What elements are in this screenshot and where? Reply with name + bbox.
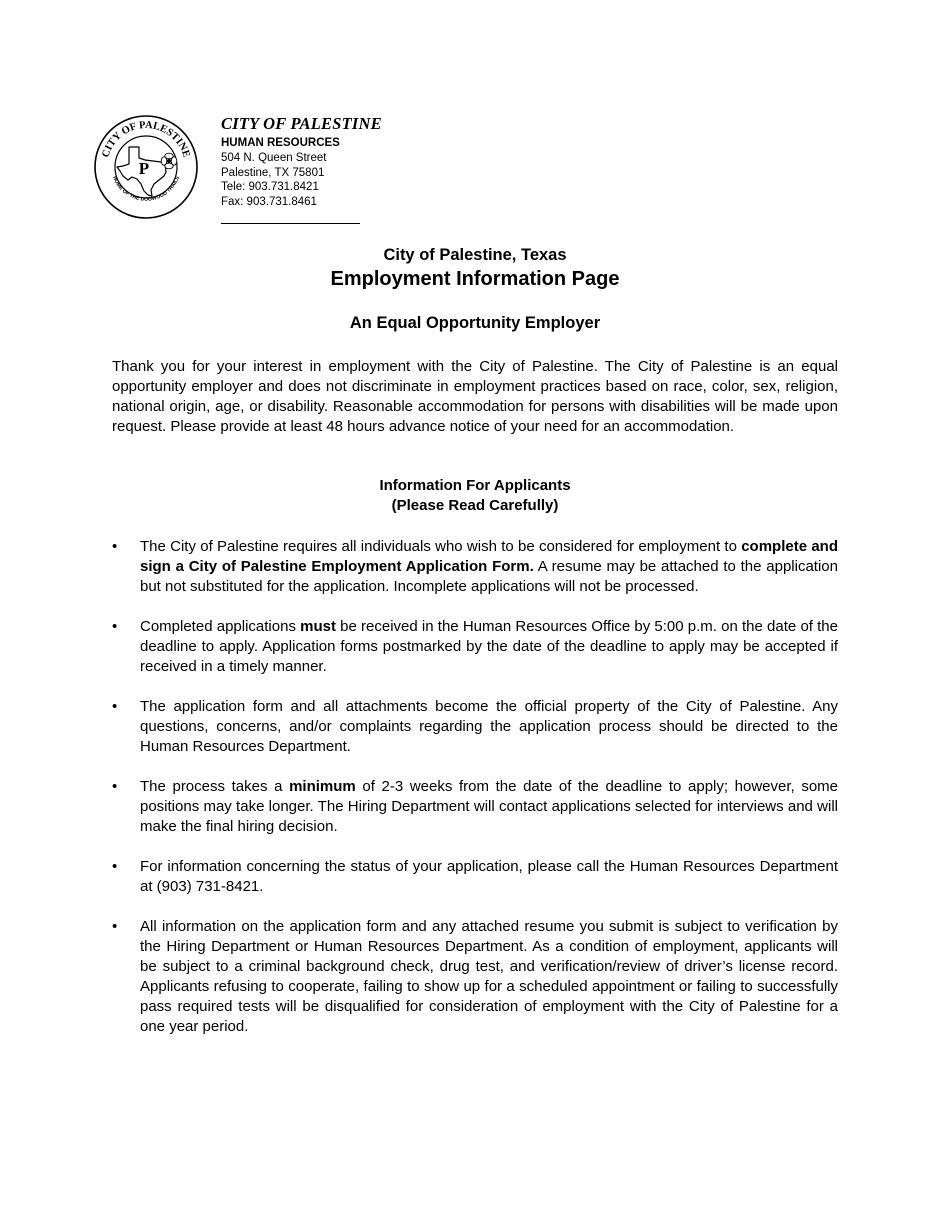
applicant-info-list xyxy=(112,537,838,1057)
list-item-text xyxy=(140,917,838,1037)
svg-text:CITY OF PALESTINE xyxy=(100,120,191,159)
list-item xyxy=(112,697,838,757)
bold-segment: minimum xyxy=(289,778,356,795)
street-address: 504 N. Queen Street xyxy=(221,152,327,164)
fax-number: Fax: 903.731.8461 xyxy=(221,195,317,208)
page-subtitle: An Equal Opportunity Employer xyxy=(349,314,601,332)
list-item-text xyxy=(140,777,838,837)
title-block xyxy=(0,244,950,334)
text-segment: The process takes a xyxy=(140,778,290,795)
list-item xyxy=(112,917,838,1037)
city-title: City of Palestine, Texas xyxy=(383,246,567,264)
seal-bottom-text: HOME OF THE DOGWOOD TRAILS xyxy=(110,175,182,203)
seal-top-text: CITY OF PALESTINE xyxy=(100,119,192,159)
list-item xyxy=(112,617,838,677)
svg-text:HOME OF THE DOGWOOD TRAILS xyxy=(111,175,181,203)
org-name: CITY OF PALESTINE xyxy=(221,114,382,133)
text-segment: A resume may be attached to the application but not substituted for the application. Incomplete applications will not be processed. xyxy=(140,558,838,595)
text-segment: be received in the Human Resources Office by 5:00 p.m. on the date of the deadline to apply. Application forms postmarked by the date of the deadline to apply may be accepted if received in a timely manner. xyxy=(140,618,838,675)
info-heading: Information For Applicants xyxy=(379,477,571,494)
text-segment: All information on the application form and any attached resume you submit is subject to verification by the Hiring Department or Human Resources Department. As a condition of employment, applicants will be subject to a criminal background check, drug test, and verification/review of driver’s license record. Applicants refusing to cooperate, failing to show up for a scheduled appointment or failing to successfully pass required tests will be disqualified for consideration of employment with the City of Palestine for a one year period. xyxy=(140,918,838,1035)
list-item xyxy=(112,857,838,897)
text-segment: of 2-3 weeks from the date of the deadline to apply; however, some positions may take longer. The Hiring Department will contact applications selected for interviews and will make the final hiring decision. xyxy=(140,778,839,835)
text-segment: The City of Palestine requires all individuals who wish to be considered for employment to xyxy=(140,538,742,555)
list-item-text xyxy=(140,857,838,897)
bullet-icon: • xyxy=(112,698,118,715)
phone-number: Tele: 903.731.8421 xyxy=(221,181,319,193)
list-item-text xyxy=(140,537,838,597)
text-segment: For information concerning the status of your application, please call the Human Resources Department at (903) 731-8421. xyxy=(140,858,838,895)
bullet-icon: • xyxy=(112,618,118,635)
list-item-text xyxy=(140,697,838,757)
bold-segment: complete and sign a City of Palestine Employment Application Form. xyxy=(140,538,839,575)
info-subheading: (Please Read Carefully) xyxy=(391,497,559,514)
list-item xyxy=(112,537,838,597)
letterhead-divider xyxy=(221,223,360,224)
bullet-icon: • xyxy=(112,858,118,875)
list-item-text xyxy=(140,617,838,677)
bullet-icon: • xyxy=(112,778,118,795)
bullet-icon: • xyxy=(112,538,118,555)
department-name: HUMAN RESOURCES xyxy=(221,137,340,149)
city-state-zip: Palestine, TX 75801 xyxy=(221,166,325,179)
info-section-heading xyxy=(0,476,950,516)
seal-center-letter: P xyxy=(138,159,150,178)
intro-paragraph: Thank you for your interest in employment with the City of Palestine. The City of Palestine is an equal opportunity employer and does not discriminate in employment practices based on race, color, sex, religion, national origin, age, or disability. Reasonable accommodation for persons with disabilities will be made upon request. Please provide at least 48 hours advance notice of your need for an accommodation. xyxy=(112,358,838,435)
list-item xyxy=(112,777,838,837)
bold-segment: must xyxy=(300,618,336,635)
page-title: Employment Information Page xyxy=(330,268,620,290)
letterhead xyxy=(221,114,401,224)
city-seal-logo xyxy=(93,114,199,220)
text-segment: Completed applications xyxy=(140,618,301,635)
bullet-icon: • xyxy=(112,918,118,935)
text-segment: The application form and all attachments become the official property of the City of Palestine. Any questions, concerns, and/or complaints regarding the application process should be directed to the Human Resources Department. xyxy=(140,698,838,755)
